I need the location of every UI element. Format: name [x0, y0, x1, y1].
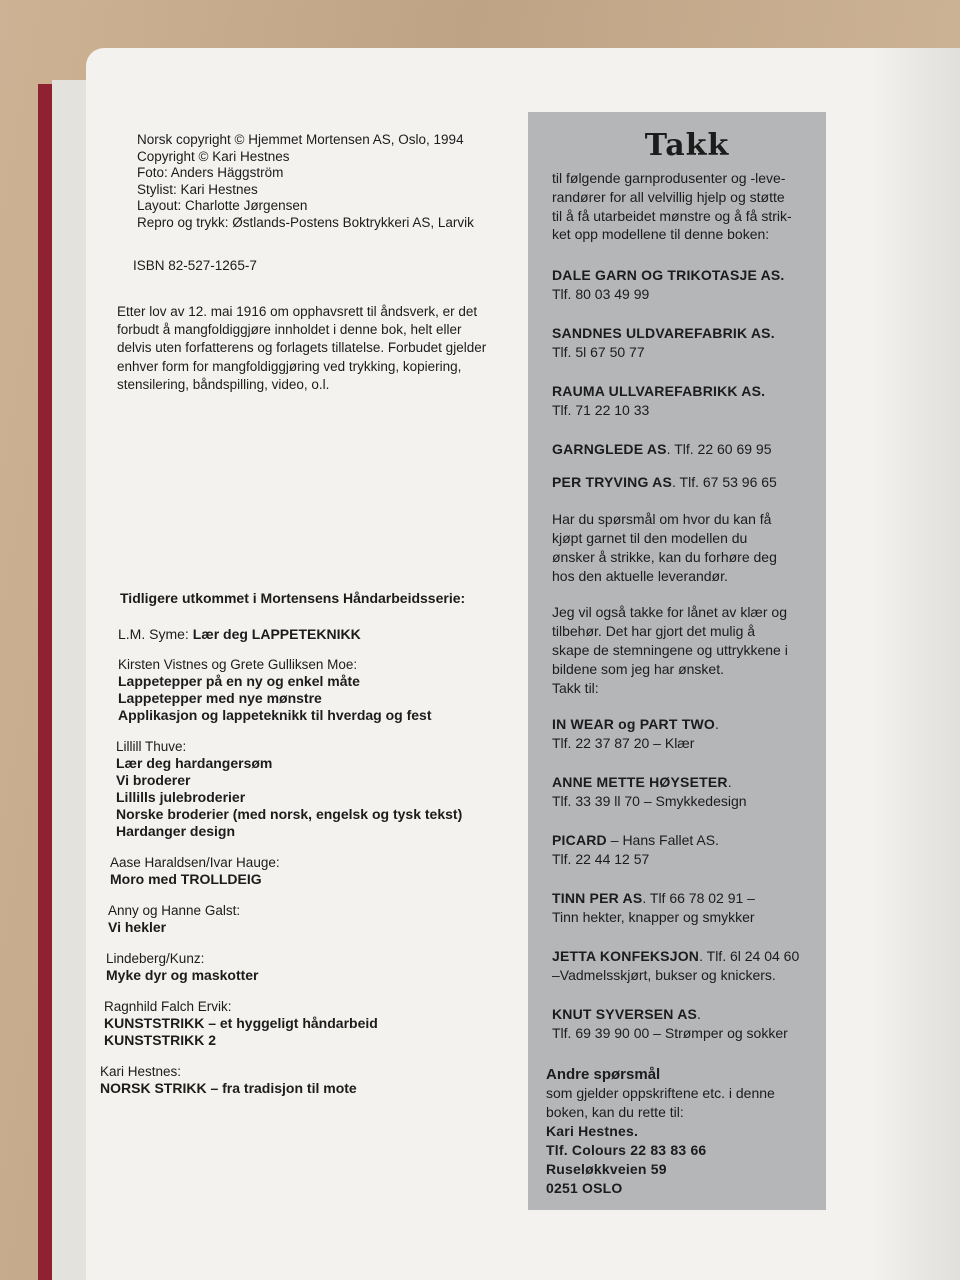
author-name: Kirsten Vistnes og Grete Gulliksen Moe:: [118, 657, 358, 672]
author-name: Lillill Thuve:: [116, 739, 187, 754]
sponsor-jetta: [552, 947, 822, 985]
text-line: skape de stemningene og uttrykkene i: [552, 641, 788, 658]
author-name: Anny og Hanne Galst:: [108, 903, 241, 918]
text-line: boken, kan du rette til:: [546, 1104, 684, 1121]
sponsor-phone: . Tlf. 6l 24 04 60: [699, 948, 800, 965]
sponsor-name: TINN PER AS: [552, 890, 643, 907]
supplier-name: PER TRYVING AS: [552, 474, 673, 491]
loan-thanks-text: [552, 603, 822, 697]
book-title: Lappetepper på en ny og enkel måte: [118, 673, 360, 689]
supplier-phone: Tlf. 5l 67 50 77: [552, 344, 645, 361]
sponsor-phone: Tlf. 33 39 ll 70 – Smykkedesign: [552, 793, 747, 810]
copyright-block: [137, 132, 474, 232]
book-title: Lillills julebroderier: [116, 789, 246, 805]
supplier-phone: Tlf. 71 22 10 33: [552, 402, 650, 419]
text-line: tilbehør. Det har gjort det mulig å: [552, 623, 756, 640]
thanks-intro: [552, 169, 822, 244]
book-title: KUNSTSTRIKK – et hyggeligt håndarbeid: [104, 1015, 378, 1031]
supplier-name: SANDNES ULDVAREFABRIK AS.: [552, 325, 775, 342]
book-title: NORSK STRIKK – fra tradisjon til mote: [100, 1080, 357, 1096]
contact-line: Kari Hestnes.: [546, 1123, 639, 1140]
text-line: til å få utarbeidet mønstre og å få strik-: [552, 207, 792, 224]
author-name: Kari Hestnes:: [100, 1064, 182, 1079]
supplier-rauma: [552, 382, 822, 420]
list-item: [104, 998, 496, 1049]
text-line: som gjelder oppskriftene etc. i denne: [546, 1085, 775, 1102]
supplier-name: RAUMA ULLVAREFABRIKK AS.: [552, 383, 766, 400]
copyright-line: Copyright © Kari Hestnes: [137, 148, 290, 164]
other-questions: [546, 1065, 822, 1198]
sponsor-name: PICARD: [552, 832, 607, 849]
copyright-line: Layout: Charlotte Jørgensen: [137, 198, 308, 214]
sponsor-phone: Tlf. 22 37 87 20 – Klær: [552, 735, 695, 752]
earlier-titles-list: [96, 590, 496, 1111]
page-curl-shadow: [870, 48, 960, 1280]
sponsor-knut-syversen: [552, 1005, 822, 1043]
list-item: [100, 1063, 496, 1097]
list-item: [108, 902, 496, 936]
supplier-name: DALE GARN OG TRIKOTASJE AS.: [552, 267, 785, 284]
sponsor-name: ANNE METTE HØYSETER: [552, 774, 728, 791]
law-line: enhver form for mangfoldiggjøring ved trykking, kopiering,: [117, 358, 462, 374]
author-name: Ragnhild Falch Ervik:: [104, 999, 232, 1014]
supplier-phone: Tlf. 80 03 49 99: [552, 286, 650, 303]
list-item: [106, 950, 496, 984]
supplier-phone: . Tlf. 22 60 69 95: [666, 441, 772, 458]
law-line: Etter lov av 12. mai 1916 om opphavsrett til åndsverk, er det: [117, 304, 478, 319]
text-line: til følgende garnprodusenter og -leve-: [552, 170, 786, 186]
list-item: [110, 854, 496, 888]
thanks-content: [546, 112, 822, 1198]
list-item: [116, 738, 496, 840]
sponsor-phone: . Tlf 66 78 02 91 –: [642, 890, 755, 907]
contact-line: Tlf. Colours 22 83 83 66: [546, 1142, 707, 1159]
supplier-tryving: [552, 473, 822, 492]
author-name: Aase Haraldsen/Ivar Hauge:: [110, 855, 280, 870]
text-line: kjøpt garnet til den modellen du: [552, 529, 748, 546]
sponsor-phone: Tlf. 69 39 90 00 – Strømper og sokker: [552, 1025, 788, 1042]
sponsor-name: KNUT SYVERSEN AS: [552, 1006, 698, 1023]
contact-line: Ruseløkkveien 59: [546, 1161, 667, 1178]
isbn: ISBN 82-527-1265-7: [133, 258, 257, 273]
book-title: Lær deg hardangersøm: [116, 755, 273, 771]
earlier-titles-heading: Tidligere utkommet i Mortensens Håndarbeidsserie:: [120, 590, 466, 606]
copyright-line: Norsk copyright © Hjemmet Mortensen AS, Oslo, 1994: [137, 132, 464, 147]
sponsor-phone: Tlf. 22 44 12 57: [552, 851, 650, 868]
text-fragment: .: [714, 716, 719, 733]
law-line: stensilering, båndspilling, video, o.l.: [117, 376, 330, 392]
other-questions-title: Andre spørsmål: [546, 1066, 661, 1084]
text-line: hos den aktuelle leverandør.: [552, 567, 728, 584]
text-line: bildene som jeg har ønsket.: [552, 660, 724, 677]
questions-text: [552, 510, 822, 585]
contact-line: 0251 OSLO: [546, 1180, 623, 1197]
book-title: Lappetepper med nye mønstre: [118, 690, 322, 706]
sponsor-anne-mette: [552, 773, 822, 811]
sponsor-name: JETTA KONFEKSJON: [552, 948, 700, 965]
copyright-line: Foto: Anders Häggström: [137, 165, 284, 181]
sponsor-inwear: [552, 715, 822, 753]
supplier-phone: . Tlf. 67 53 96 65: [672, 474, 777, 491]
text-fragment: .: [727, 774, 732, 791]
supplier-dale: [552, 266, 822, 304]
sponsor-name: IN WEAR og PART TWO: [552, 716, 715, 733]
sponsor-tinn-per: [552, 889, 822, 927]
sponsor-picard: [552, 831, 822, 869]
law-line: delvis uten forfatterens og forlagets tillatelse. Forbudet gjelder: [117, 340, 487, 356]
book-title: Applikasjon og lappeteknikk til hverdag og fest: [118, 707, 432, 723]
book-title: Hardanger design: [116, 823, 236, 839]
thanks-title: Takk: [644, 128, 730, 163]
copyright-line: Stylist: Kari Hestnes: [137, 181, 258, 197]
author-name: L.M. Syme:: [118, 626, 189, 642]
book-title: Lær deg LAPPETEKNIKK: [192, 626, 361, 642]
author-name: Lindeberg/Kunz:: [106, 951, 205, 966]
supplier-sandnes: [552, 324, 822, 362]
book-title: Myke dyr og maskotter: [106, 967, 259, 983]
book-title: Vi hekler: [108, 919, 167, 935]
law-line: forbudt å mangfoldiggjøre innholdet i denne bok, helt eller: [117, 322, 462, 338]
book-title: Norske broderier (med norsk, engelsk og tysk tekst): [116, 806, 463, 822]
text-fragment: – Hans Fallet AS.: [606, 832, 719, 849]
text-line: ønsker å strikke, kan du forhøre deg: [552, 548, 777, 565]
sponsor-description: –Vadmelsskjørt, bukser og knickers.: [552, 967, 776, 984]
supplier-name: GARNGLEDE AS: [552, 441, 667, 458]
text-line: Har du spørsmål om hvor du kan få: [552, 511, 772, 528]
copyright-line: Repro og trykk: Østlands-Postens Boktrykkeri AS, Larvik: [137, 214, 474, 230]
supplier-garnglede: [552, 440, 822, 459]
text-fragment: .: [697, 1006, 701, 1023]
list-item: [118, 656, 496, 724]
thanks-panel: [528, 112, 826, 1210]
book-title: Vi broderer: [116, 772, 191, 788]
text-line: Jeg vil også takke for lånet av klær og: [552, 604, 788, 621]
text-line: randører for all velvillig hjelp og støtte: [552, 188, 785, 205]
book-title: Moro med TROLLDEIG: [110, 871, 262, 887]
list-item: [118, 626, 496, 642]
text-line: Takk til:: [552, 679, 599, 696]
text-line: ket opp modellene til denne boken:: [552, 226, 770, 243]
sponsor-description: Tinn hekter, knapper og smykker: [552, 909, 755, 926]
book-title: KUNSTSTRIKK 2: [104, 1032, 217, 1048]
copyright-law-notice: [117, 303, 486, 394]
